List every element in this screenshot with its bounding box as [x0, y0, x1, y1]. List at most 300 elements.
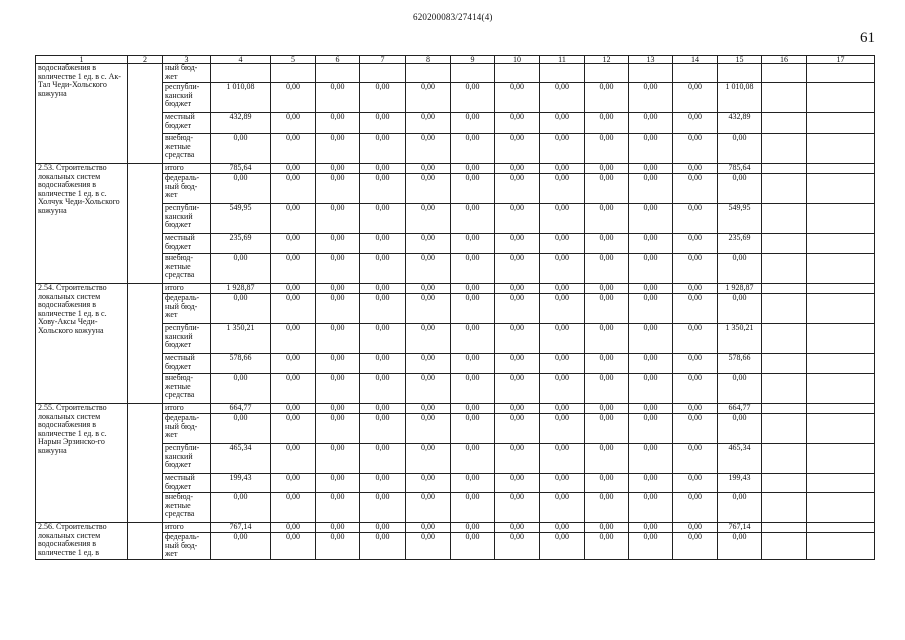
- value-cell: 0,00: [629, 174, 673, 204]
- value-cell: 0,00: [495, 493, 540, 523]
- column-header: 4: [211, 56, 271, 64]
- value-cell: 0,00: [585, 164, 629, 174]
- value-cell: [585, 64, 629, 83]
- value-cell: 0,00: [629, 164, 673, 174]
- value-cell: 0,00: [540, 83, 585, 113]
- value-cell: 0,00: [360, 204, 406, 234]
- value-cell: 0,00: [495, 204, 540, 234]
- value-cell: 0,00: [406, 533, 451, 560]
- value-cell: 0,00: [316, 444, 360, 474]
- value-cell: 0,00: [718, 174, 762, 204]
- column-17-cell: [807, 493, 875, 523]
- value-cell: 0,00: [495, 324, 540, 354]
- value-cell: 0,00: [495, 164, 540, 174]
- column-17-cell: [807, 284, 875, 294]
- value-cell: 1 928,87: [718, 284, 762, 294]
- funding-source: внебюд-жетные средства: [163, 374, 211, 404]
- value-cell: 0,00: [271, 254, 316, 284]
- column-17-cell: [807, 83, 875, 113]
- value-cell: 0,00: [629, 113, 673, 134]
- funding-source: республи-канский бюджет: [163, 444, 211, 474]
- value-cell: 0,00: [451, 174, 495, 204]
- value-cell: 0,00: [316, 493, 360, 523]
- column-17-cell: [807, 324, 875, 354]
- column-17-cell: [807, 414, 875, 444]
- column-17-cell: [807, 164, 875, 174]
- column-17-cell: [807, 533, 875, 560]
- value-cell: 0,00: [495, 404, 540, 414]
- table-body: [36, 56, 875, 560]
- value-cell: 0,00: [360, 134, 406, 164]
- value-cell: 0,00: [718, 414, 762, 444]
- value-cell: 0,00: [629, 83, 673, 113]
- column-header: 3: [163, 56, 211, 64]
- value-cell: [762, 284, 807, 294]
- value-cell: 0,00: [673, 83, 718, 113]
- value-cell: 0,00: [540, 533, 585, 560]
- value-cell: 0,00: [673, 474, 718, 493]
- column-17-cell: [807, 174, 875, 204]
- value-cell: [451, 64, 495, 83]
- value-cell: 0,00: [629, 294, 673, 324]
- value-cell: 0,00: [540, 284, 585, 294]
- funding-source: федераль-ный бюд-жет: [163, 414, 211, 444]
- value-cell: 0,00: [316, 113, 360, 134]
- value-cell: 199,43: [718, 474, 762, 493]
- value-cell: 0,00: [271, 354, 316, 374]
- column-17-cell: [807, 134, 875, 164]
- column-17-cell: [807, 113, 875, 134]
- value-cell: [762, 113, 807, 134]
- value-cell: 0,00: [406, 444, 451, 474]
- value-cell: 0,00: [585, 83, 629, 113]
- value-cell: 0,00: [211, 533, 271, 560]
- value-cell: 0,00: [673, 174, 718, 204]
- value-cell: 0,00: [451, 324, 495, 354]
- funding-source: ный бюд-жет: [163, 64, 211, 83]
- value-cell: 0,00: [316, 204, 360, 234]
- value-cell: 0,00: [673, 533, 718, 560]
- value-cell: 0,00: [451, 113, 495, 134]
- value-cell: [762, 134, 807, 164]
- value-cell: 0,00: [540, 294, 585, 324]
- value-cell: 0,00: [271, 284, 316, 294]
- value-cell: 0,00: [406, 324, 451, 354]
- column-header: 8: [406, 56, 451, 64]
- value-cell: 0,00: [451, 254, 495, 284]
- value-cell: 0,00: [495, 134, 540, 164]
- value-cell: 0,00: [406, 174, 451, 204]
- value-cell: 0,00: [673, 113, 718, 134]
- value-cell: 0,00: [211, 134, 271, 164]
- value-cell: 0,00: [629, 474, 673, 493]
- value-cell: 0,00: [316, 374, 360, 404]
- value-cell: [271, 64, 316, 83]
- value-cell: 0,00: [451, 474, 495, 493]
- value-cell: 0,00: [585, 174, 629, 204]
- value-cell: 0,00: [451, 354, 495, 374]
- value-cell: 0,00: [406, 254, 451, 284]
- value-cell: 0,00: [495, 254, 540, 284]
- value-cell: 0,00: [629, 134, 673, 164]
- value-cell: 0,00: [316, 294, 360, 324]
- value-cell: 0,00: [316, 164, 360, 174]
- value-cell: 0,00: [451, 294, 495, 324]
- value-cell: 0,00: [360, 294, 406, 324]
- value-cell: 0,00: [585, 134, 629, 164]
- column-header: 15: [718, 56, 762, 64]
- value-cell: 0,00: [495, 533, 540, 560]
- funding-source: итого: [163, 284, 211, 294]
- value-cell: 0,00: [585, 324, 629, 354]
- value-cell: 0,00: [406, 493, 451, 523]
- value-cell: 0,00: [360, 493, 406, 523]
- value-cell: [762, 294, 807, 324]
- value-cell: 0,00: [316, 134, 360, 164]
- value-cell: [762, 444, 807, 474]
- value-cell: 0,00: [271, 113, 316, 134]
- value-cell: 0,00: [406, 404, 451, 414]
- column-header-row: [36, 56, 875, 64]
- value-cell: 0,00: [316, 354, 360, 374]
- value-cell: 0,00: [540, 374, 585, 404]
- value-cell: 0,00: [718, 493, 762, 523]
- value-cell: 0,00: [673, 523, 718, 533]
- column-17-cell: [807, 254, 875, 284]
- value-cell: 0,00: [495, 414, 540, 444]
- value-cell: 0,00: [495, 294, 540, 324]
- value-cell: 1 010,08: [211, 83, 271, 113]
- value-cell: [495, 64, 540, 83]
- value-cell: 0,00: [316, 254, 360, 284]
- value-cell: 0,00: [540, 204, 585, 234]
- value-cell: 0,00: [629, 523, 673, 533]
- value-cell: [718, 64, 762, 83]
- value-cell: 0,00: [271, 523, 316, 533]
- value-cell: 0,00: [629, 493, 673, 523]
- value-cell: [406, 64, 451, 83]
- column-header: 1: [36, 56, 128, 64]
- column-header: 6: [316, 56, 360, 64]
- value-cell: 0,00: [495, 174, 540, 204]
- value-cell: 0,00: [585, 533, 629, 560]
- funding-source: местный бюджет: [163, 474, 211, 493]
- value-cell: 0,00: [211, 493, 271, 523]
- value-cell: 0,00: [360, 533, 406, 560]
- value-cell: [762, 174, 807, 204]
- value-cell: 0,00: [360, 474, 406, 493]
- table-row: [36, 404, 875, 414]
- value-cell: 785,64: [211, 164, 271, 174]
- funding-source: федераль-ный бюд-жет: [163, 174, 211, 204]
- value-cell: 0,00: [316, 404, 360, 414]
- value-cell: 0,00: [360, 444, 406, 474]
- value-cell: [316, 64, 360, 83]
- column-17-cell: [807, 64, 875, 83]
- value-cell: 578,66: [718, 354, 762, 374]
- value-cell: 0,00: [211, 254, 271, 284]
- value-cell: 0,00: [211, 294, 271, 324]
- value-cell: [360, 64, 406, 83]
- value-cell: 664,77: [211, 404, 271, 414]
- value-cell: 0,00: [271, 204, 316, 234]
- value-cell: [762, 474, 807, 493]
- value-cell: 0,00: [451, 134, 495, 164]
- value-cell: 0,00: [451, 444, 495, 474]
- measure-description: 2.53. Строительство локальных систем водоснабжения в количестве 1 ед. в с. Холчук Чеди-Хольского кожууна: [36, 164, 128, 284]
- value-cell: 0,00: [316, 523, 360, 533]
- value-cell: 664,77: [718, 404, 762, 414]
- value-cell: 0,00: [718, 254, 762, 284]
- column-17-cell: [807, 474, 875, 493]
- measure-description: 2.56. Строительство локальных систем водоснабжения в количестве 1 ед. в: [36, 523, 128, 560]
- measure-description: 2.55. Строительство локальных систем водоснабжения в количестве 1 ед. в с. Нарын Эрзинско-го кожууна: [36, 404, 128, 523]
- column-17-cell: [807, 234, 875, 254]
- value-cell: 0,00: [451, 83, 495, 113]
- value-cell: 0,00: [271, 414, 316, 444]
- column-header: 14: [673, 56, 718, 64]
- value-cell: 0,00: [540, 174, 585, 204]
- column-2-cell: [128, 404, 163, 523]
- value-cell: 0,00: [673, 234, 718, 254]
- value-cell: 0,00: [540, 414, 585, 444]
- funding-source: итого: [163, 404, 211, 414]
- value-cell: 0,00: [316, 234, 360, 254]
- value-cell: [673, 64, 718, 83]
- value-cell: 0,00: [585, 374, 629, 404]
- value-cell: 1 350,21: [211, 324, 271, 354]
- value-cell: 549,95: [718, 204, 762, 234]
- column-header: 11: [540, 56, 585, 64]
- value-cell: 0,00: [540, 444, 585, 474]
- value-cell: 0,00: [673, 164, 718, 174]
- value-cell: 0,00: [585, 113, 629, 134]
- value-cell: 0,00: [629, 204, 673, 234]
- value-cell: 0,00: [585, 294, 629, 324]
- value-cell: 0,00: [451, 164, 495, 174]
- value-cell: 0,00: [718, 374, 762, 404]
- value-cell: 0,00: [271, 533, 316, 560]
- column-2-cell: [128, 164, 163, 284]
- value-cell: 0,00: [406, 134, 451, 164]
- value-cell: 0,00: [451, 493, 495, 523]
- value-cell: 0,00: [540, 354, 585, 374]
- value-cell: 0,00: [451, 234, 495, 254]
- column-header: 9: [451, 56, 495, 64]
- value-cell: 0,00: [451, 533, 495, 560]
- value-cell: 0,00: [495, 523, 540, 533]
- value-cell: 0,00: [629, 254, 673, 284]
- value-cell: 0,00: [629, 404, 673, 414]
- value-cell: 0,00: [495, 83, 540, 113]
- table-row: [36, 284, 875, 294]
- value-cell: 0,00: [585, 234, 629, 254]
- value-cell: [540, 64, 585, 83]
- value-cell: 0,00: [673, 204, 718, 234]
- value-cell: 0,00: [451, 284, 495, 294]
- value-cell: 0,00: [495, 234, 540, 254]
- value-cell: 578,66: [211, 354, 271, 374]
- value-cell: 0,00: [271, 324, 316, 354]
- table-row: [36, 164, 875, 174]
- value-cell: [762, 374, 807, 404]
- funding-source: внебюд-жетные средства: [163, 254, 211, 284]
- value-cell: 0,00: [406, 354, 451, 374]
- value-cell: 0,00: [271, 164, 316, 174]
- value-cell: 0,00: [540, 234, 585, 254]
- value-cell: 0,00: [271, 374, 316, 404]
- value-cell: 0,00: [360, 354, 406, 374]
- value-cell: 0,00: [540, 134, 585, 164]
- column-header: 16: [762, 56, 807, 64]
- funding-source: республи-канский бюджет: [163, 83, 211, 113]
- value-cell: 0,00: [495, 113, 540, 134]
- value-cell: 0,00: [673, 134, 718, 164]
- value-cell: 432,89: [211, 113, 271, 134]
- value-cell: 0,00: [211, 374, 271, 404]
- value-cell: 0,00: [316, 533, 360, 560]
- value-cell: [762, 404, 807, 414]
- value-cell: 0,00: [629, 324, 673, 354]
- value-cell: 0,00: [718, 134, 762, 164]
- value-cell: 199,43: [211, 474, 271, 493]
- value-cell: 0,00: [585, 404, 629, 414]
- value-cell: 0,00: [360, 324, 406, 354]
- value-cell: 0,00: [540, 113, 585, 134]
- value-cell: 0,00: [585, 474, 629, 493]
- value-cell: 0,00: [629, 234, 673, 254]
- value-cell: 0,00: [451, 523, 495, 533]
- value-cell: 0,00: [271, 493, 316, 523]
- measure-description: 2.54. Строительство локальных систем водоснабжения в количестве 1 ед. в с. Хову-Аксы Чеди-Хольского кожууна: [36, 284, 128, 404]
- value-cell: 0,00: [451, 404, 495, 414]
- value-cell: 0,00: [406, 164, 451, 174]
- value-cell: 235,69: [211, 234, 271, 254]
- value-cell: 0,00: [316, 474, 360, 493]
- value-cell: [762, 64, 807, 83]
- funding-source: республи-канский бюджет: [163, 204, 211, 234]
- value-cell: 0,00: [360, 284, 406, 294]
- funding-source: местный бюджет: [163, 113, 211, 134]
- value-cell: 0,00: [316, 174, 360, 204]
- value-cell: 0,00: [673, 284, 718, 294]
- value-cell: 0,00: [540, 164, 585, 174]
- value-cell: 0,00: [540, 474, 585, 493]
- value-cell: 0,00: [360, 174, 406, 204]
- value-cell: 0,00: [540, 523, 585, 533]
- value-cell: 1 010,08: [718, 83, 762, 113]
- value-cell: [762, 493, 807, 523]
- value-cell: 0,00: [629, 354, 673, 374]
- value-cell: 0,00: [406, 204, 451, 234]
- value-cell: 1 928,87: [211, 284, 271, 294]
- value-cell: 0,00: [406, 374, 451, 404]
- value-cell: 0,00: [271, 294, 316, 324]
- value-cell: 0,00: [360, 83, 406, 113]
- value-cell: 0,00: [360, 234, 406, 254]
- value-cell: 0,00: [360, 374, 406, 404]
- value-cell: 0,00: [495, 354, 540, 374]
- column-header: 5: [271, 56, 316, 64]
- value-cell: [762, 533, 807, 560]
- value-cell: 0,00: [451, 204, 495, 234]
- value-cell: 0,00: [406, 474, 451, 493]
- column-header: 12: [585, 56, 629, 64]
- value-cell: 0,00: [271, 404, 316, 414]
- column-17-cell: [807, 444, 875, 474]
- value-cell: 785,64: [718, 164, 762, 174]
- value-cell: 0,00: [585, 493, 629, 523]
- budget-table: [35, 55, 875, 560]
- document-code: 620200083/27414(4): [413, 12, 493, 22]
- value-cell: 0,00: [211, 174, 271, 204]
- value-cell: 0,00: [451, 374, 495, 404]
- value-cell: [762, 523, 807, 533]
- value-cell: 0,00: [406, 113, 451, 134]
- column-header: 2: [128, 56, 163, 64]
- value-cell: 767,14: [718, 523, 762, 533]
- value-cell: 0,00: [360, 523, 406, 533]
- value-cell: 0,00: [585, 414, 629, 444]
- value-cell: 0,00: [271, 83, 316, 113]
- value-cell: 235,69: [718, 234, 762, 254]
- column-17-cell: [807, 204, 875, 234]
- value-cell: 0,00: [629, 284, 673, 294]
- value-cell: [762, 324, 807, 354]
- value-cell: 0,00: [673, 444, 718, 474]
- value-cell: 767,14: [211, 523, 271, 533]
- value-cell: 0,00: [673, 414, 718, 444]
- funding-source: республи-канский бюджет: [163, 324, 211, 354]
- value-cell: 0,00: [585, 204, 629, 234]
- value-cell: 465,34: [211, 444, 271, 474]
- value-cell: 0,00: [629, 414, 673, 444]
- value-cell: 0,00: [673, 493, 718, 523]
- column-17-cell: [807, 354, 875, 374]
- column-2-cell: [128, 64, 163, 164]
- value-cell: 0,00: [585, 354, 629, 374]
- value-cell: 0,00: [360, 254, 406, 284]
- value-cell: [211, 64, 271, 83]
- table-row: [36, 64, 875, 83]
- value-cell: 0,00: [406, 414, 451, 444]
- value-cell: 0,00: [718, 294, 762, 324]
- column-2-cell: [128, 523, 163, 560]
- column-2-cell: [128, 284, 163, 404]
- column-17-cell: [807, 523, 875, 533]
- value-cell: 0,00: [406, 523, 451, 533]
- value-cell: 0,00: [316, 284, 360, 294]
- table-row: [36, 523, 875, 533]
- value-cell: 0,00: [211, 414, 271, 444]
- value-cell: 1 350,21: [718, 324, 762, 354]
- value-cell: 0,00: [585, 284, 629, 294]
- value-cell: 0,00: [316, 324, 360, 354]
- value-cell: 0,00: [673, 374, 718, 404]
- funding-source: внебюд-жетные средства: [163, 493, 211, 523]
- value-cell: [762, 204, 807, 234]
- value-cell: 0,00: [406, 294, 451, 324]
- value-cell: 0,00: [585, 523, 629, 533]
- value-cell: 0,00: [495, 284, 540, 294]
- value-cell: 0,00: [271, 134, 316, 164]
- funding-source: итого: [163, 164, 211, 174]
- value-cell: 0,00: [406, 83, 451, 113]
- value-cell: [762, 414, 807, 444]
- value-cell: 0,00: [540, 404, 585, 414]
- value-cell: 0,00: [540, 493, 585, 523]
- value-cell: 465,34: [718, 444, 762, 474]
